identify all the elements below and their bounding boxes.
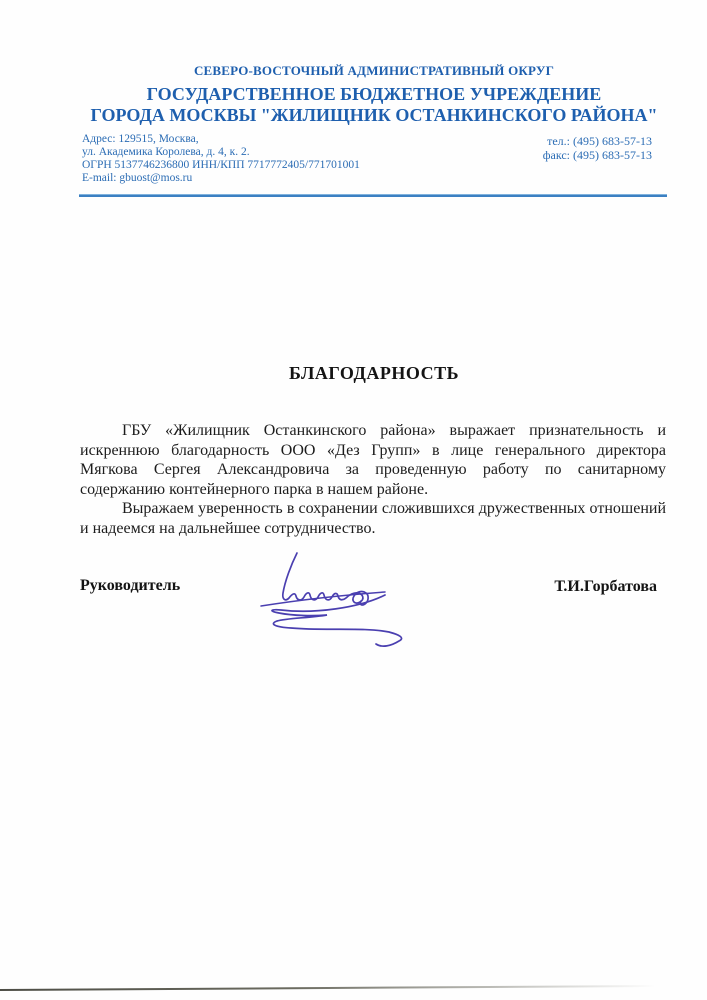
organization-heading [45,84,703,126]
phone-line: тел.: (495) 683-57-13 [547,134,652,148]
letter-body [80,421,666,539]
document-title: БЛАГОДАРНОСТЬ [289,363,459,383]
district-heading: СЕВЕРО-ВОСТОЧНЫЙ АДМИНИСТРАТИВНЫЙ ОКРУГ [193,63,555,78]
address-block [82,133,412,185]
address-line: ОГРН 5137746236800 ИНН/КПП 7717772405/771701001 [82,159,360,171]
fax-line: факс: (495) 683-57-13 [542,147,652,162]
email-line: E-mail: gbuost@mos.ru [82,172,193,184]
body-paragraph: Выражаем уверенность в сохранении сложившихся дружественных отношений и надеемся на дальнейшее сотрудничество. [80,500,666,537]
header-divider-line [79,194,667,197]
signer-position-label: Руководитель [80,577,181,594]
handwritten-signature [238,548,410,653]
signature-stroke-flourish [272,595,402,646]
contact-phones-block [430,135,652,162]
organization-line2: ГОРОДА МОСКВЫ "ЖИЛИЩНИК ОСТАНКИНСКОГО РАЙОНА" [90,105,658,125]
address-line: Адрес: 129515, Москва, [82,133,199,145]
organization-line1: ГОСУДАРСТВЕННОЕ БЮДЖЕТНОЕ УЧРЕЖДЕНИЕ [146,84,602,104]
signer-name: Т.И.Горбатова [554,578,657,595]
address-line: ул. Академика Королева, д. 4, к. 2. [82,146,250,158]
scan-artifact-line [0,985,655,991]
body-paragraph: ГБУ «Жилищник Останкинского района» выражает признательность и искреннюю благодарность ООО «Дез Групп» в лице генерального директора Мягкова Сергея Александровича за проведенную работу по санитарному содержанию контейнерного парка в нашем районе. [80,422,666,498]
